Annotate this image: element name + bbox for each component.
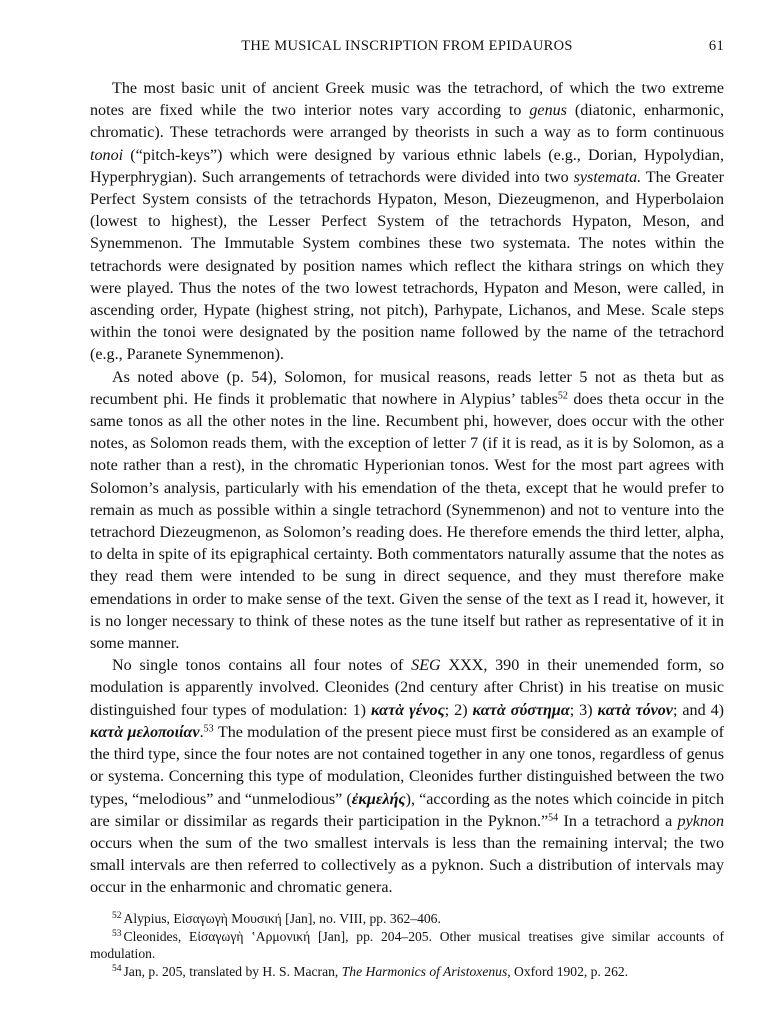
text-run: (“pitch-keys”) which were designed by various ethnic labels (e.g., Dorian, Hypolydian, Hyperphrygian). Such arrangements of tetrachords were divided into two bbox=[90, 146, 724, 186]
greek-term: ἐκμελής bbox=[351, 790, 406, 808]
paragraph-1 bbox=[90, 78, 724, 367]
text-run: ; 3) bbox=[569, 701, 598, 719]
italic-term-pyknon: pyknon bbox=[677, 812, 724, 830]
footnote-ref-54: 54 bbox=[548, 812, 559, 824]
page-number: 61 bbox=[708, 38, 724, 54]
footnotes bbox=[90, 910, 724, 980]
text-run: does theta occur in the same tonos as all the other notes in the line. Recumbent phi, however, does occur with the other notes, as Solomon reads them, with the exception of letter 7 (if it is read, as it is by Solomon, as a note rather than a rest), in the chromatic Hyperionian tonos. West for the most part agrees with Solomon’s analysis, particularly with his emendation of the theta, except that he would prefer to remain as much as possible within a single tetrachord (Synemmenon) and not to venture into the tetrachord Diezeugmenon, as Solomon’s reading does. He therefore emends the third letter, alpha, to delta in spite of its epigraphical certainty. Both commentators naturally assume that the notes as they read them were intended to be sung in direct sequence, and they must therefore make emendations in order to make sense of the text. Given the sense of the text as I read it, however, it is no longer necessary to think of these notes as the tune itself but rather as representative of it in some manner. bbox=[90, 390, 724, 653]
greek-term: κατὰ γένος bbox=[370, 701, 445, 719]
text-run: XXX, 390 in their unemended form, so modulation is apparently involved. Cleonides (2nd century after Christ) in his treatise on music distinguished four types of modulation: 1) bbox=[90, 657, 724, 719]
footnote-number: 52 bbox=[112, 911, 122, 922]
footnote-number: 53 bbox=[112, 928, 122, 939]
footnote-52 bbox=[90, 910, 724, 928]
text-run: In a tetrachord a bbox=[558, 812, 678, 830]
italic-term-seg: SEG bbox=[411, 657, 441, 675]
italic-term-tonoi: tonoi bbox=[90, 146, 124, 164]
running-title: THE MUSICAL INSCRIPTION FROM EPIDAUROS bbox=[241, 38, 573, 54]
footnote-ref-52: 52 bbox=[557, 390, 568, 402]
greek-term: κατὰ τόνον bbox=[597, 701, 673, 719]
text-run: As noted above (p. 54), Solomon, for musical reasons, reads letter 5 not as theta but as recumbent phi. He finds it problematic that nowhere in Alypius’ tables bbox=[90, 368, 724, 408]
italic-term-systemata: systemata. bbox=[573, 168, 642, 186]
text-run: No single tonos contains all four notes of bbox=[112, 657, 412, 675]
footnote-53 bbox=[90, 928, 724, 963]
footnote-book-title: The Harmonics of Aristoxenus bbox=[341, 963, 508, 979]
text-run: ), “according as the notes which coincide in pitch are similar or dissimilar as regards their participation in the Pyknon.” bbox=[90, 790, 724, 830]
greek-term: κατὰ σύστημα bbox=[472, 701, 570, 719]
paragraph-3 bbox=[90, 655, 724, 899]
running-head bbox=[90, 38, 724, 62]
footnote-text: Alypius, Εἰσαγωγὴ Μουσική [Jan], no. VIII, pp. 362–406. bbox=[123, 911, 441, 926]
text-run: . bbox=[199, 723, 204, 741]
text-run: The modulation of the present piece must first be considered as an example of the third type, since the four notes are not contained together in any one tonos, regardless of genus or systema. Concerning this type of modulation, Cleonides further distinguished between the two types, “melodious” and “unmelodious” ( bbox=[90, 723, 724, 808]
italic-term-genus: genus bbox=[529, 102, 567, 120]
footnote-54 bbox=[90, 963, 724, 981]
greek-term: κατὰ μελοποιίαν bbox=[90, 723, 200, 741]
footnote-number: 54 bbox=[112, 964, 122, 975]
text-run: ; 2) bbox=[444, 701, 473, 719]
paragraph-2 bbox=[90, 367, 724, 656]
text-run: The Greater Perfect System consists of the tetrachords Hypaton, Meson, Diezeugmenon, and Hyperbolaion (lowest to highest), the Lesser Perfect System of the tetrachords Hypaton, Meson, and Synemmenon. The Immutable System combines these two systemata. The notes within the tetrachords were designated by position names which reflect the kithara strings on which they were played. Thus the notes of the two lowest tetrachords, Hypaton and Meson, were called, in ascending order, Hypate (highest string, not pitch), Parhypate, Lichanos, and Mese. Scale steps within the tonoi were designated by the position name followed by the name of the tetrachord (e.g., Paranete Synemmenon). bbox=[90, 168, 724, 364]
footnote-ref-53: 53 bbox=[203, 723, 214, 735]
footnote-text: Jan, p. 205, translated by H. S. Macran, bbox=[123, 963, 342, 979]
text-run: (diatonic, enharmonic, chromatic). These tetrachords were arranged by theorists in such a way as to form continuous bbox=[90, 102, 724, 142]
footnote-text: Cleonides, Εἰσαγωγὴ ʽΑρμονική [Jan], pp. 204–205. Other musical treatises give similar accounts of modulation. bbox=[90, 928, 724, 962]
text-run: The most basic unit of ancient Greek music was the tetrachord, of which the two extreme notes are fixed while the two interior notes vary according to bbox=[90, 80, 724, 120]
text-run: occurs when the sum of the two smallest intervals is less than the remaining interval; the two small intervals are then referred to collectively as a pyknon. Such a distribution of intervals may occur in the enharmonic and chromatic genera. bbox=[90, 834, 724, 897]
footnote-text: , Oxford 1902, p. 262. bbox=[507, 963, 629, 979]
text-run: ; and 4) bbox=[672, 701, 724, 719]
body-text bbox=[90, 78, 724, 900]
